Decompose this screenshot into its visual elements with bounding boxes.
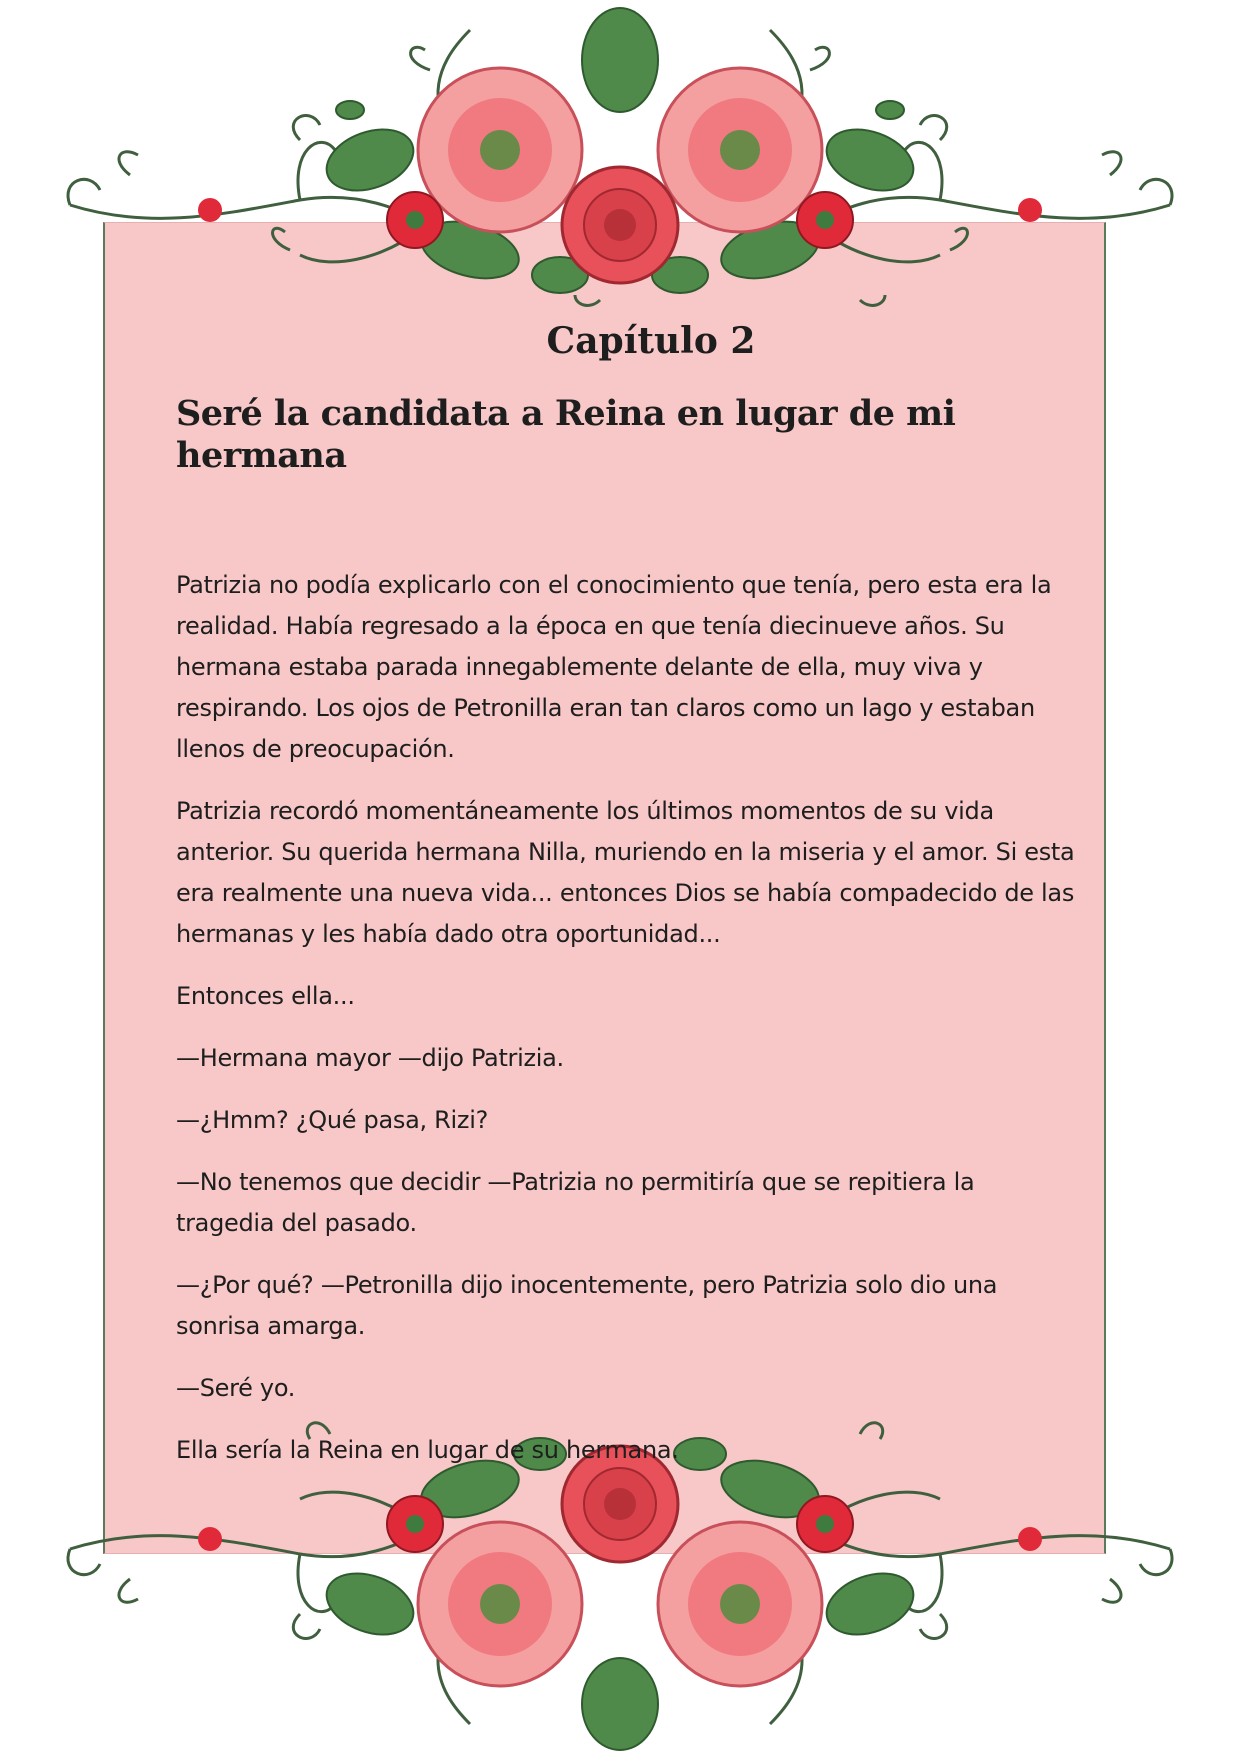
- paragraph: —¿Hmm? ¿Qué pasa, Rizi?: [176, 1106, 489, 1135]
- floral-ornament-top-icon: [0, 0, 1240, 340]
- paragraph: —No tenemos que decidir —Patrizia no permitiría que se repitiera la tragedia del pasado.: [176, 1168, 975, 1238]
- paragraph: —Seré yo.: [176, 1374, 296, 1403]
- paragraph: Ella sería la Reina en lugar de su hermana.: [176, 1436, 679, 1465]
- chapter-subtitle: Seré la candidata a Reina en lugar de mi hermana: [176, 393, 956, 477]
- paragraph: Patrizia no podía explicarlo con el conocimiento que tenía, pero esta era la realidad. Había regresado a la época en que tenía diecinueve años. Su hermana estaba parada innegablemente delante de ella, muy viva y respirando. Los ojos de Petronilla eran tan claros como un lago y estaban llenos de preocupación.: [176, 571, 1052, 764]
- paragraph: —Hermana mayor —dijo Patrizia.: [176, 1044, 564, 1073]
- chapter-body: [176, 565, 1076, 1471]
- chapter-content: [176, 300, 1076, 1492]
- paragraph: Entonces ella...: [176, 982, 355, 1011]
- chapter-title: Capítulo 2: [546, 320, 756, 362]
- paragraph: —¿Por qué? —Petronilla dijo inocentemente, pero Patrizia solo dio una sonrisa amarga.: [176, 1271, 998, 1341]
- paragraph: Patrizia recordó momentáneamente los últimos momentos de su vida anterior. Su querida hermana Nilla, muriendo en la miseria y el amor. Si esta era realmente una nueva vida... entonces Dios se había compadecido de las hermanas y les había dado otra oportunidad...: [176, 797, 1075, 949]
